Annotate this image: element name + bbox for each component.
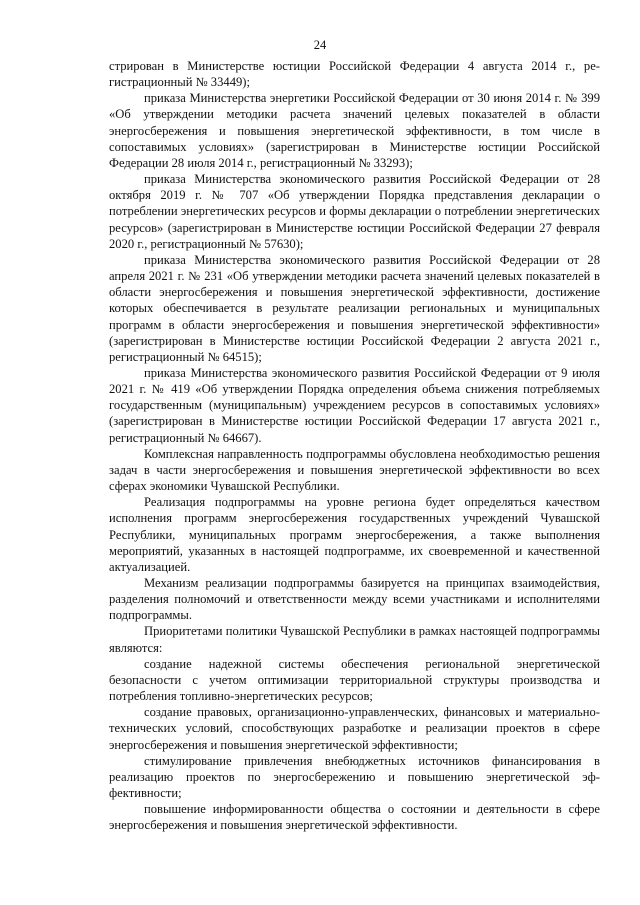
paragraph-mechanism: Механизм реализации подпрограммы базируется на принципах взаимодействия, разделения полномочий и ответственности между всеми участниками и исполнителями подпрограммы. — [109, 576, 600, 623]
paragraph-priorities-intro: Приоритетами политики Чувашской Республики в рамках настоящей подпрограммы являются: — [109, 624, 600, 655]
priority-item-awareness: повышение информированности общества о состоянии и деятельности в сфере энергосбережения и повышения энергетической эффективности. — [109, 802, 600, 833]
paragraph-order-mer-707: приказа Министерства экономического развития Российской Федерации от 28 октября 2019 г. № 707 «Об утверждении Порядка представления декларации о потреблении энергетических ресурсов и формы декларации о потреблении энергетических ресурсов» (зарегистрирован в Министерстве юстиции Российской Федерации 27 февраля 2020 г., регистрационный № 57630); — [109, 172, 600, 251]
paragraph-order-minenergo-399: приказа Министерства энергетики Российской Федерации от 30 июня 2014 г. № 399 «Об утверждении методики расчета значений целевых показателей в области энергосбережения и повышения энергетической эффективности, в том числе в сопоставимых условиях» (зарегистрирован в Министерстве юстиции Российской Федерации 28 июля 2014 г., регистрационный № 33293); — [109, 91, 600, 170]
paragraph-implementation: Реализация подпрограммы на уровне региона будет определяться качеством исполнения программ энергосбережения государственных учреждений Чувашской Республики, муниципальных программ энергосбережения, а также выполнения мероприятий, указанных в настоящей подпрограмме, их своевременной и качественной актуализацией. — [109, 495, 600, 574]
paragraph-order-mer-419: приказа Министерства экономического развития Российской Федерации от 9 июля 2021 г. № 419 «Об утверждении Порядка определения объема снижения потребляемых государственным (муниципальным) учреждением ресурсов в сопоставимых условиях» (зарегистрирован в Министерстве юстиции Российской Федерации 17 августа 2021 г., регистрационный № 64667). — [109, 365, 600, 445]
priority-item-financing: стимулирование привлечения внебюджетных источников финансирования в реализацию проектов по энергосбережению и повышению энергетической эффективности; — [109, 753, 600, 801]
paragraph-complex-direction: Комплексная направленность подпрограммы обусловлена необходимостью решения задач в части энергосбережения и повышения энергетической эффективности во всех сферах экономики Чувашской Республики. — [109, 446, 600, 494]
priority-item-conditions: создание правовых, организационно-управленческих, финансовых и материально-технических условий, способствующих разработке и реализации проектов в сфере энергосбережения и повышения энергетической эффективности; — [109, 705, 600, 752]
page-number: 24 — [313, 38, 327, 52]
document-body — [109, 58, 600, 834]
priority-item-security: создание надежной системы обеспечения региональной энергетической безопасности с учетом оптимизации территориальной структуры производства и потребления топливно-энергетических ресурсов; — [109, 656, 600, 704]
paragraph-continuation: стрирован в Министерстве юстиции Российской Федерации 4 августа 2014 г., регистрационный № 33449); — [109, 59, 600, 90]
paragraph-order-mer-231: приказа Министерства экономического развития Российской Федерации от 28 апреля 2021 г. № 231 «Об утверждении методики расчета значений целевых показателей в области энергосбережения и повышения энергетической эффективности, достижение которых обеспечивается в результате реализации региональных и муниципальных программ в области энергосбережения и повышения энергетической эффективности» (зарегистрирован в Министерстве юстиции Российской Федерации 2 августа 2021 г., регистрационный № 64515); — [109, 252, 600, 364]
